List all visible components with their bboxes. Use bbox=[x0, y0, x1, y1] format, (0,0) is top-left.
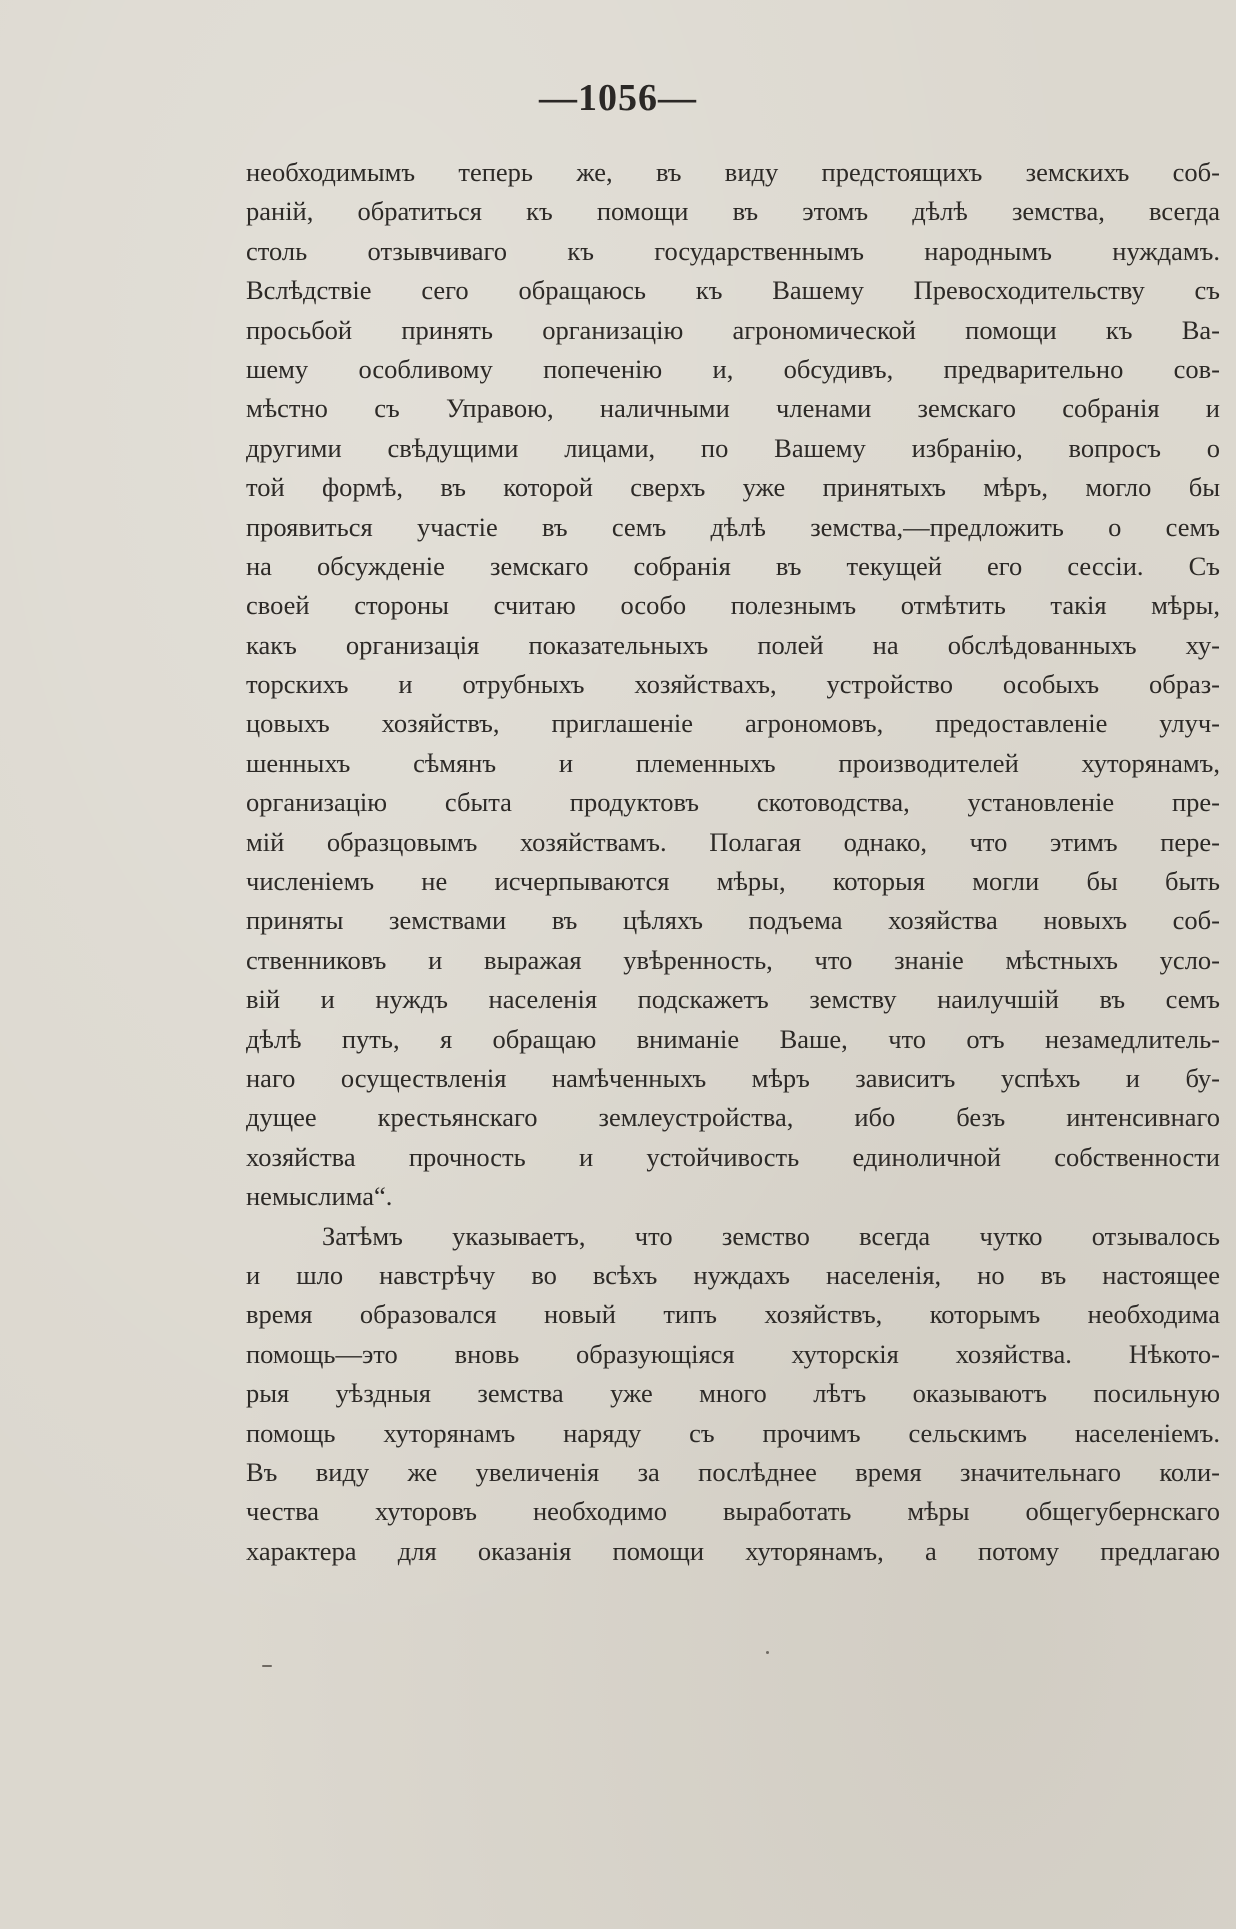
text-line: шему особливому попеченію и, обсудивъ, предварительно сов- bbox=[246, 353, 1220, 384]
text-line: чества хуторовъ необходимо выработать мѣры общегубернскаго bbox=[246, 1496, 1220, 1527]
text-line: помощь хуторянамъ наряду съ прочимъ сельскимъ населеніемъ. bbox=[246, 1417, 1220, 1448]
text-line: раній, обратиться къ помощи въ этомъ дѣлѣ земства, всегда bbox=[246, 196, 1220, 227]
text-line: численіемъ не исчерпываются мѣры, которыя могли бы быть bbox=[246, 866, 1220, 897]
page-number: —1056— bbox=[539, 77, 697, 119]
text-line: своей стороны считаю особо полезнымъ отмѣтить такія мѣры, bbox=[246, 590, 1220, 621]
text-line: хозяйства прочность и устойчивость единоличной собственности bbox=[246, 1141, 1220, 1172]
text-line: характера для оказанія помощи хуторянамъ, а потому предлагаю bbox=[246, 1535, 1220, 1566]
text-line: и шло навстрѣчу во всѣхъ нуждахъ населенія, но въ настоящее bbox=[246, 1259, 1220, 1290]
text-line: шенныхъ сѣмянъ и племенныхъ производителей хуторянамъ, bbox=[246, 747, 1220, 778]
text-line: организацію сбыта продуктовъ скотоводства, установленіе пре- bbox=[246, 787, 1220, 818]
paper-speck bbox=[766, 1651, 769, 1654]
paragraph-2 bbox=[246, 1217, 1220, 1572]
body-text bbox=[246, 153, 1220, 1571]
text-line: другими свѣдущими лицами, по Вашему избранію, вопросъ о bbox=[246, 432, 1220, 463]
paper-speck bbox=[262, 1665, 272, 1667]
text-line: ственниковъ и выражая увѣренность, что знаніе мѣстныхъ усло- bbox=[246, 944, 1220, 975]
text-line: помощь—это вновь образующіяся хуторскія хозяйства. Нѣкото- bbox=[246, 1338, 1220, 1369]
text-line: какъ организація показательныхъ полей на обслѣдованныхъ ху- bbox=[246, 629, 1220, 660]
text-line: той формѣ, въ которой сверхъ уже принятыхъ мѣръ, могло бы bbox=[246, 472, 1220, 503]
text-line: Въ виду же увеличенія за послѣднее время значительнаго коли- bbox=[246, 1456, 1220, 1487]
text-line: необходимымъ теперь же, въ виду предстоящихъ земскихъ соб- bbox=[246, 157, 1220, 187]
text-line: рыя уѣздныя земства уже много лѣтъ оказываютъ посильную bbox=[246, 1378, 1220, 1409]
text-line: мѣстно съ Управою, наличными членами земскаго собранія и bbox=[246, 393, 1220, 424]
text-line: дущее крестьянскаго землеустройства, ибо безъ интенсивнаго bbox=[246, 1102, 1220, 1133]
text-line: цовыхъ хозяйствъ, приглашеніе агрономовъ, предоставленіе улуч- bbox=[246, 708, 1220, 739]
text-line: проявиться участіе въ семъ дѣлѣ земства,—предложить о семъ bbox=[246, 511, 1220, 542]
text-line: мій образцовымъ хозяйствамъ. Полагая однако, что этимъ пере- bbox=[246, 826, 1220, 857]
text-line: Затѣмъ указываетъ, что земство всегда чутко отзывалось bbox=[322, 1220, 1220, 1251]
text-line: столь отзывчиваго къ государственнымъ народнымъ нуждамъ. bbox=[246, 235, 1220, 266]
text-line: торскихъ и отрубныхъ хозяйствахъ, устройство особыхъ образ- bbox=[246, 669, 1220, 700]
text-line: немыслима“. bbox=[246, 1181, 393, 1212]
text-line: вій и нуждъ населенія подскажетъ земству наилучшій въ семъ bbox=[246, 984, 1220, 1015]
text-line: время образовался новый типъ хозяйствъ, которымъ необходима bbox=[246, 1299, 1220, 1330]
text-line: дѣлѣ путь, я обращаю вниманіе Ваше, что отъ незамедлитель- bbox=[246, 1023, 1220, 1054]
text-line: Вслѣдствіе сего обращаюсь къ Вашему Превосходительству съ bbox=[246, 275, 1220, 306]
text-line: приняты земствами въ цѣляхъ подъема хозяйства новыхъ соб- bbox=[246, 905, 1220, 936]
text-line: на обсужденіе земскаго собранія въ текущей его сессіи. Съ bbox=[246, 550, 1220, 581]
text-line: просьбой принять организацію агрономической помощи къ Ва- bbox=[246, 314, 1220, 345]
text-line: наго осуществленія намѣченныхъ мѣръ зависитъ успѣхъ и бу- bbox=[246, 1062, 1220, 1093]
paragraph-1 bbox=[246, 153, 1220, 1217]
